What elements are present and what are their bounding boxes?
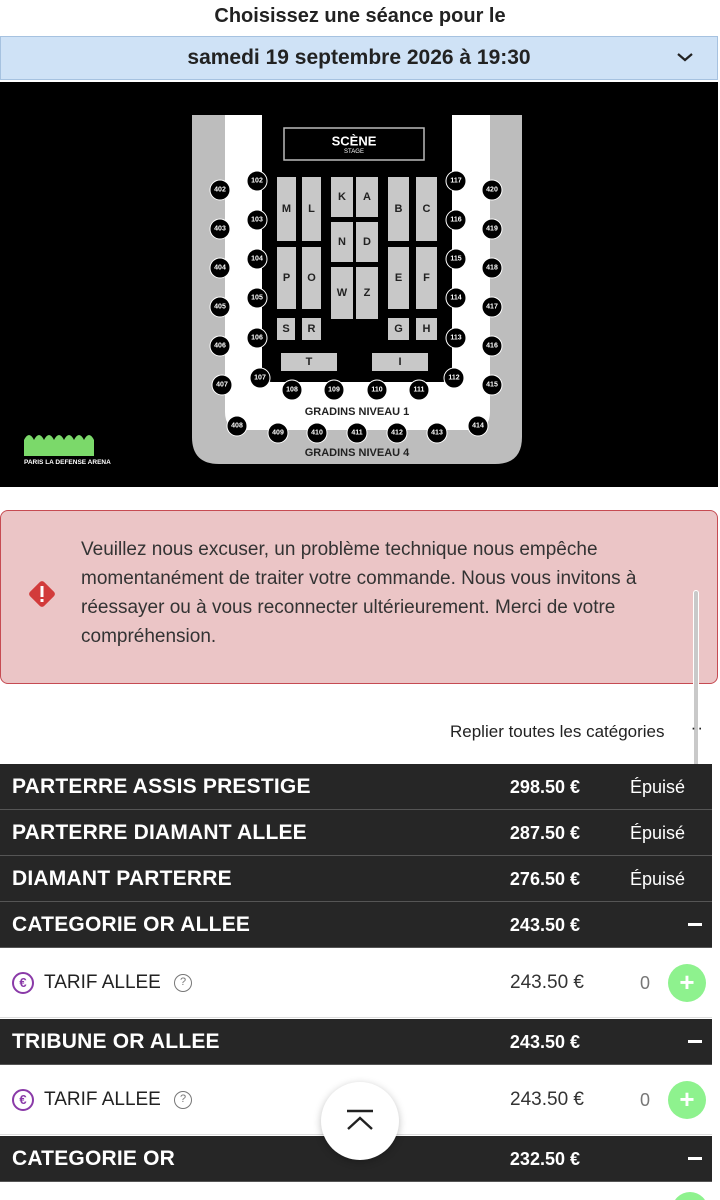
block-label-r: R <box>307 323 316 335</box>
stage-label: SCÈNE <box>331 133 377 149</box>
tarif-name: TARIF ALLEE <box>44 972 161 993</box>
category-price: 298.50 € <box>509 777 580 797</box>
section-label-107: 107 <box>254 374 266 382</box>
tarif-quantity: 0 <box>640 1090 651 1110</box>
scroll-to-top-button[interactable] <box>321 1082 399 1160</box>
section-label-411: 411 <box>351 429 363 437</box>
category-name: PARTERRE DIAMANT ALLEE <box>12 821 307 844</box>
block-label-p: P <box>282 272 291 284</box>
tarif-price: 243.50 € <box>510 1089 584 1110</box>
collapse-icon[interactable] <box>688 923 702 926</box>
block-label-t: T <box>305 356 313 368</box>
euro-icon: € <box>12 972 34 994</box>
category-row[interactable] <box>0 764 712 810</box>
section-label-416: 416 <box>486 342 498 350</box>
category-price: 232.50 € <box>509 1149 580 1169</box>
session-select[interactable] <box>0 36 718 80</box>
section-label-406: 406 <box>214 342 226 350</box>
section-label-108: 108 <box>286 386 298 394</box>
section-label-417: 417 <box>486 303 498 311</box>
section-label-403: 403 <box>214 225 226 233</box>
section-label-414: 414 <box>472 422 484 430</box>
block-label-w: W <box>336 287 348 299</box>
category-row[interactable] <box>0 810 712 856</box>
help-icon[interactable]: ? <box>174 1091 192 1109</box>
block-label-d: D <box>363 236 371 248</box>
category-status: Épuisé <box>630 777 686 797</box>
category-row[interactable] <box>0 856 712 902</box>
section-label-404: 404 <box>214 264 226 272</box>
logo-shape <box>24 435 34 456</box>
add-ticket-button[interactable]: + <box>668 1081 706 1119</box>
category-name: CATEGORIE OR ALLEE <box>12 913 251 936</box>
logo-shape <box>74 435 84 456</box>
block-label-f: F <box>423 272 430 284</box>
section-label-413: 413 <box>431 429 443 437</box>
block-label-i: I <box>398 356 402 368</box>
block-label-m: M <box>281 203 292 215</box>
level4-label: GRADINS NIVEAU 4 <box>304 447 410 459</box>
help-icon[interactable]: ? <box>174 974 192 992</box>
block-label-z: Z <box>363 287 371 299</box>
level1-label: GRADINS NIVEAU 1 <box>304 406 410 418</box>
tarif-quantity: 0 <box>640 973 651 993</box>
block-label-a: A <box>363 191 371 203</box>
section-label-109: 109 <box>328 386 340 394</box>
category-price: 243.50 € <box>509 1032 580 1052</box>
section-label-115: 115 <box>450 255 462 263</box>
section-label-112: 112 <box>448 374 460 382</box>
category-name: PARTERRE ASSIS PRESTIGE <box>12 775 311 798</box>
category-price: 276.50 € <box>509 869 580 889</box>
add-ticket-button[interactable] <box>672 1192 708 1200</box>
section-label-102: 102 <box>251 177 263 185</box>
section-label-415: 415 <box>486 381 498 389</box>
section-label-111: 111 <box>413 386 425 394</box>
section-label-407: 407 <box>216 381 228 389</box>
block-label-g: G <box>394 323 403 335</box>
logo-shape <box>44 435 54 456</box>
section-label-408: 408 <box>231 422 243 430</box>
section-label-117: 117 <box>450 177 462 185</box>
section-label-418: 418 <box>486 264 498 272</box>
venue-logo <box>24 435 111 466</box>
collapse-icon[interactable] <box>688 1157 702 1160</box>
section-label-420: 420 <box>486 186 498 194</box>
block-label-s: S <box>282 323 290 335</box>
category-price: 287.50 € <box>509 823 580 843</box>
section-label-105: 105 <box>251 294 263 302</box>
section-label-103: 103 <box>251 216 263 224</box>
section-label-116: 116 <box>450 216 462 224</box>
stage-sublabel: STAGE <box>344 149 364 155</box>
block-label-c: C <box>422 203 431 215</box>
block-label-b: B <box>394 203 403 215</box>
block-label-e: E <box>394 272 403 284</box>
tarif-price: 243.50 € <box>510 972 584 993</box>
add-ticket-button[interactable]: + <box>668 964 706 1002</box>
alert-message: Veuillez nous excuser, un problème technique nous empêche momentanément de traiter votre commande. Nous vous invitons à réessayer ou à vous reconnecter ultérieurement. Merci de votre compréhension. <box>81 539 637 647</box>
section-label-113: 113 <box>450 334 462 342</box>
page-title: Choisissez une séance pour le <box>214 5 506 27</box>
category-row[interactable] <box>0 1019 712 1065</box>
block-label-h: H <box>422 323 431 335</box>
section-label-410: 410 <box>311 429 323 437</box>
section-label-106: 106 <box>251 334 263 342</box>
collapse-icon[interactable] <box>688 1040 702 1043</box>
block-label-n: N <box>338 236 346 248</box>
category-name: CATEGORIE OR <box>12 1147 176 1170</box>
section-label-419: 419 <box>486 225 498 233</box>
category-name: DIAMANT PARTERRE <box>12 867 232 890</box>
error-alert <box>0 510 718 684</box>
tarif-row <box>0 948 712 1018</box>
collapse-all-label: Replier toutes les catégories <box>450 722 665 741</box>
seat-map[interactable] <box>0 82 718 487</box>
section-label-104: 104 <box>251 255 263 263</box>
category-status: Épuisé <box>630 823 686 843</box>
scroll-top-icon <box>321 1082 399 1160</box>
collapse-all-button[interactable] <box>420 718 710 746</box>
euro-icon: € <box>12 1089 34 1111</box>
block-label-k: K <box>338 191 346 203</box>
session-select-value: samedi 19 septembre 2026 à 19:30 <box>187 46 531 69</box>
section-label-405: 405 <box>214 303 226 311</box>
more-icon: ·· <box>690 718 704 737</box>
section-label-114: 114 <box>450 294 462 302</box>
category-name: TRIBUNE OR ALLEE <box>12 1030 220 1053</box>
tarif-name: TARIF ALLEE <box>44 1089 161 1110</box>
block-label-o: O <box>307 272 316 284</box>
venue-logo-label: PARIS LA DEFENSE ARENA <box>24 459 111 466</box>
category-row[interactable] <box>0 902 712 948</box>
logo-shape <box>84 435 94 456</box>
warning-diamond-icon <box>25 577 59 611</box>
logo-shape <box>34 435 44 456</box>
section-label-402: 402 <box>214 186 226 194</box>
section-label-409: 409 <box>272 429 284 437</box>
section-label-412: 412 <box>391 429 403 437</box>
section-label-110: 110 <box>371 386 383 394</box>
chevron-down-icon <box>675 47 695 67</box>
category-status: Épuisé <box>630 869 686 889</box>
logo-shape <box>54 435 64 456</box>
logo-shape <box>64 435 74 456</box>
category-price: 243.50 € <box>509 915 580 935</box>
block-label-l: L <box>308 203 315 215</box>
